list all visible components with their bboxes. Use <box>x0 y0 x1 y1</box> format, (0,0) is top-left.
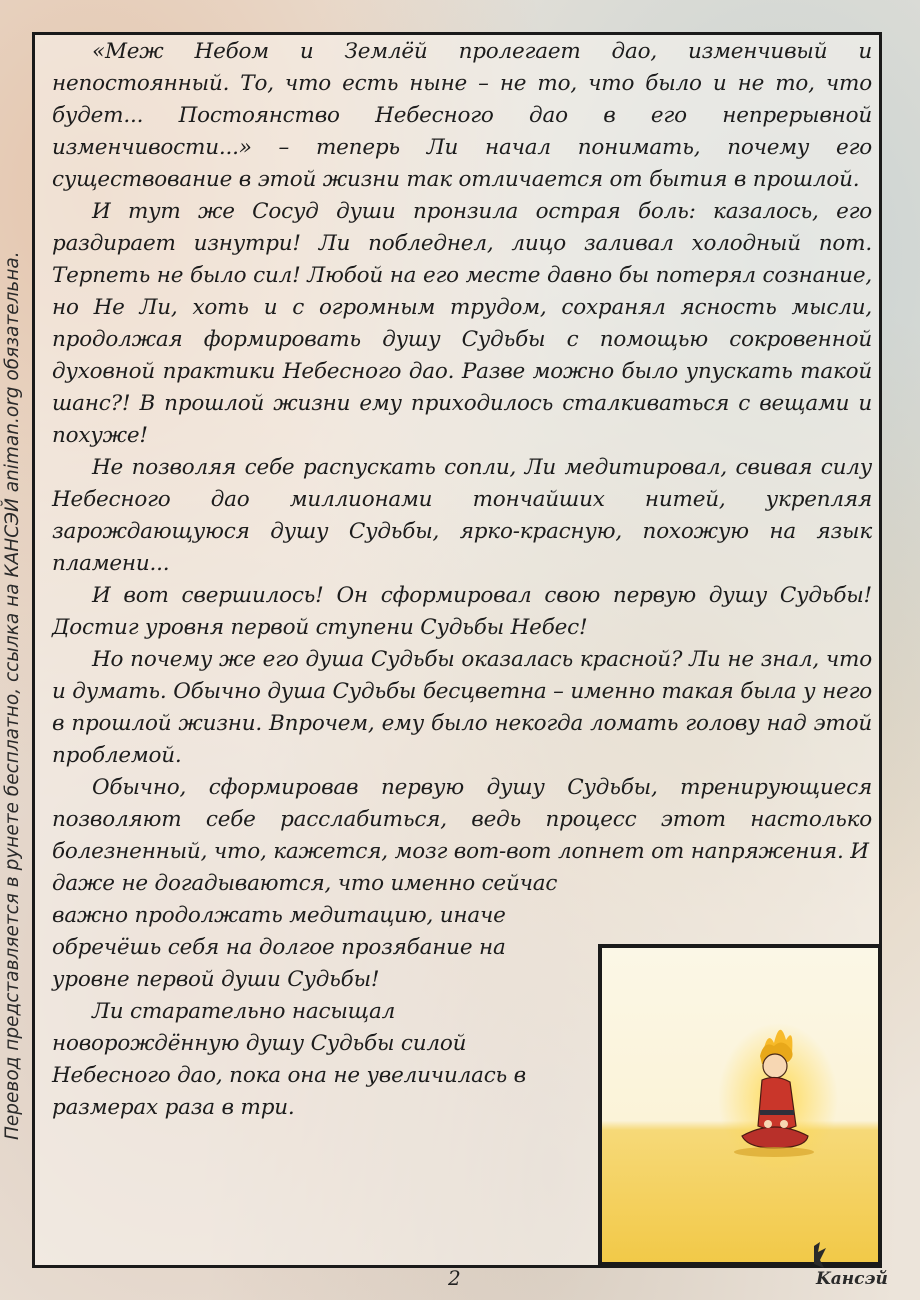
logo-text: Kансэй <box>816 1269 888 1289</box>
paragraph: Но почему же его душа Судьбы оказалась красной? Ли не знал, что и думать. Обычно душа Судьбы бесцветна – именно такая была у него в прошлой жизни. Впрочем, ему было некогда ломать голову над этой проблемой. <box>52 647 872 768</box>
meditating-figure-illustration <box>602 948 878 1262</box>
paragraph: И тут же Сосуд души пронзила острая боль: казалось, его раздирает изнутри! Ли побледнел, лицо заливал холодный пот. Терпеть не было сил! Любой на его месте давно бы потерял сознание, но Не Ли, хоть и с огромным трудом, сохранял ясность мысли, продолжая формировать душу Судьбы с помощью сокровенной духовной практики Небесного дао. Разве можно было упускать такой шанс?! В прошлой жизни ему приходилось сталкиваться с вещами и похуже! <box>52 199 872 448</box>
illustration-panel <box>598 944 882 1266</box>
paragraph: Ли старательно насыщал новорождённую душу Судьбы силой Небесного дао, пока она не увеличилась в размерах раза в три. <box>52 999 526 1120</box>
paragraph: Обычно, сформировав первую душу Судьбы, тренирующиеся позволяют себе расслабиться, ведь процесс этот настолько болезненный, что, кажется, мозг вот-вот лопнет от напряжения. И <box>52 775 872 864</box>
kansei-logo <box>806 1238 906 1293</box>
translation-note: Перевод представляется в рунете бесплатно, ссылка на КАНСЭЙ animan.org обязательна. <box>2 251 23 1140</box>
paragraph: Не позволяя себе распускать сопли, Ли медитировал, свивая силу Небесного дао миллионами тончайших нитей, укрепляя зарождающуюся душу Судьбы, ярко-красную, похожую на язык пламени... <box>52 455 872 576</box>
page-number: 2 <box>448 1266 461 1290</box>
paragraph: «Меж Небом и Землёй пролегает дао, изменчивый и непостоянный. То, что есть ныне – не то, что было и не то, что будет... Постоянство Небесного дао в его непрерывной изменчивости...» – теперь Ли начал понимать, почему его существование в этой жизни так отличается от бытия в прошлой. <box>52 39 872 192</box>
paragraph: даже не догадываются, что именно сейчас важно продолжать медитацию, иначе обречёшь себя на долгое прозябание на уровне первой души Судьбы! <box>52 871 558 992</box>
paragraph: И вот свершилось! Он сформировал свою первую душу Судьбы! Достиг уровня первой ступени Судьбы Небес! <box>52 583 872 640</box>
